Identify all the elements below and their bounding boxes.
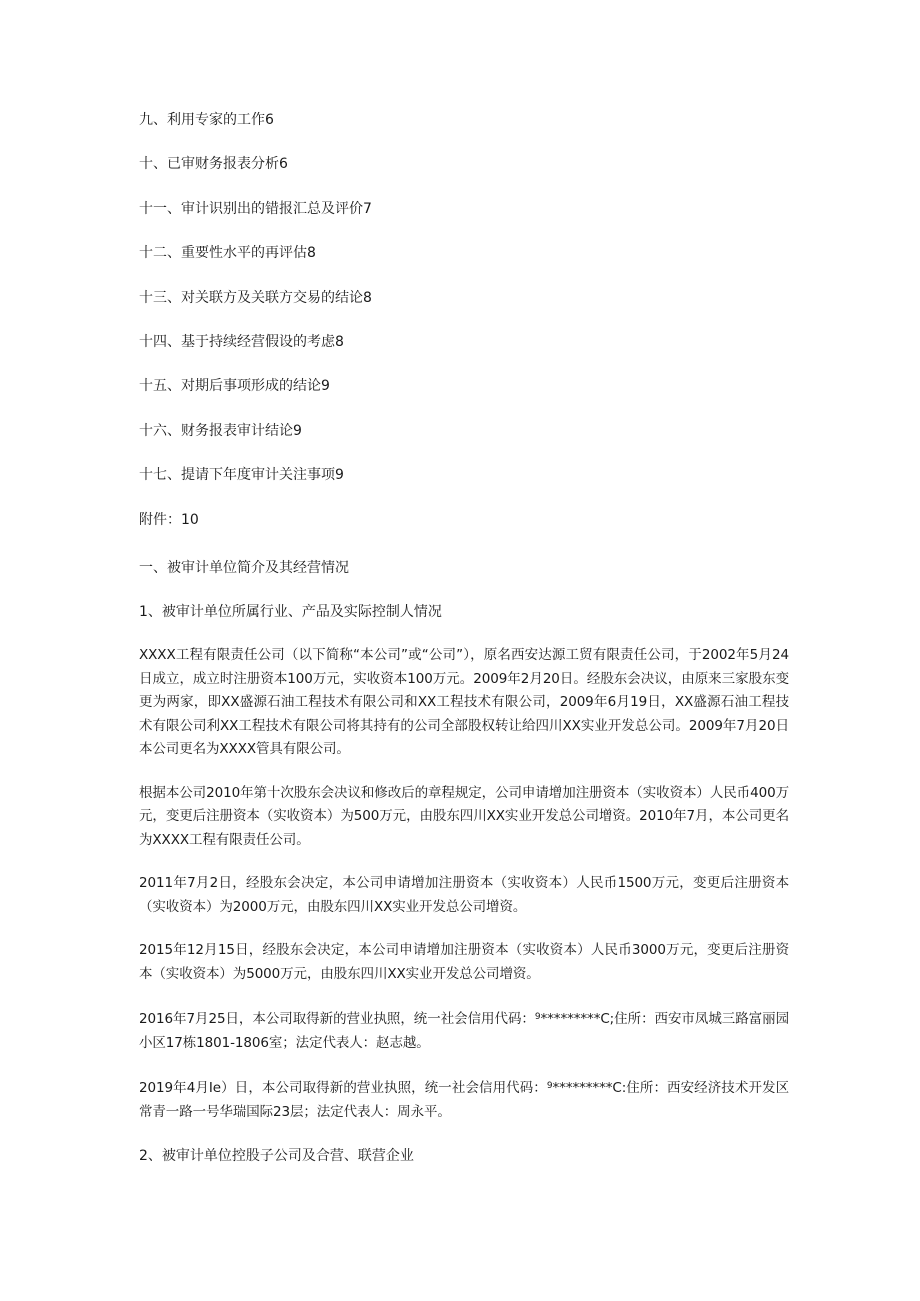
paragraph-2016-license (139, 1006, 789, 1055)
toc-item: 十六、财务报表审计结论9 (139, 422, 302, 439)
paragraph: 2015年12月15日，经股东会决定，本公司申请增加注册资本（实收资本）人民币3000万元，变更后注册资本（实收资本）为5000万元，由股东四川XX实业开发总公司增资。 (139, 942, 789, 982)
toc-item: 十、已审财务报表分析6 (139, 156, 288, 173)
paragraph-2019-license (139, 1075, 789, 1124)
toc-item: 十五、对期后事项形成的结论9 (139, 378, 330, 395)
paragraph-text: 2016年7月25日，本公司取得新的营业执照，统一社会信用代码： (139, 1011, 535, 1027)
paragraph-text: *********C:住所：西安经济技术开发区常青一路一号华瑞国际23层；法定代表人：周永平。 (139, 1080, 789, 1120)
toc-item: 十二、重要性水平的再评估8 (139, 245, 316, 262)
toc-item: 十三、对关联方及关联方交易的结论8 (139, 289, 372, 306)
toc-item: 十七、提请下年度审计关注事项9 (139, 467, 344, 484)
table-of-contents (139, 108, 799, 552)
paragraph-text: *********C;住所：西安市凤城三路富丽园小区17栋1801-1806室；法定代表人：赵志越。 (139, 1011, 789, 1051)
paragraph: 2011年7月2日，经股东会决定，本公司申请增加注册资本（实收资本）人民币1500万元，变更后注册资本（实收资本）为2000万元，由股东四川XX实业开发总公司增资。 (139, 875, 789, 915)
paragraph-text: 2019年4月Ie）日，本公司取得新的营业执照，统一社会信用代码： (139, 1080, 547, 1096)
toc-item: 十一、审计识别出的错报汇总及评价7 (139, 200, 372, 217)
code-prefix: 9 (546, 1081, 553, 1091)
toc-item: 附件：10 (139, 511, 199, 528)
subsection-heading: 1、被审计单位所属行业、产品及实际控制人情况 (139, 604, 442, 620)
section-heading: 一、被审计单位简介及其经营情况 (139, 560, 349, 576)
toc-item: 九、利用专家的工作6 (139, 112, 274, 128)
document-body (139, 556, 789, 1188)
code-prefix: 9 (534, 1012, 541, 1022)
toc-item: 十四、基于持续经营假设的考虑8 (139, 333, 344, 350)
subsection-heading: 2、被审计单位控股子公司及合营、联营企业 (139, 1148, 414, 1164)
paragraph: XXXX工程有限责任公司（以下简称“本公司”或“公司”），原名西安达源工贸有限责任公司，于2002年5月24日成立，成立时注册资本100万元，实收资本100万元。2009年2月20日。经股东会决议，由原来三家股东变更为两家，即XX盛源石油工程技术有限公司和XX工程技术有限公司，2009年6月19日，XX盛源石油工程技术有限公司利XX工程技术有限公司将其持有的公司全部股权转让给四川XX实业开发总公司。2009年7月20日本公司更名为XXXX管具有限公司。 (139, 647, 789, 757)
paragraph: 根据本公司2010年第十次股东会决议和修改后的章程规定，公司申请增加注册资本（实收资本）人民币400万元，变更后注册资本（实收资本）为500万元，由股东四川XX实业开发总公司增资。2010年7月，本公司更名为XXXX工程有限责任公司。 (139, 784, 789, 848)
